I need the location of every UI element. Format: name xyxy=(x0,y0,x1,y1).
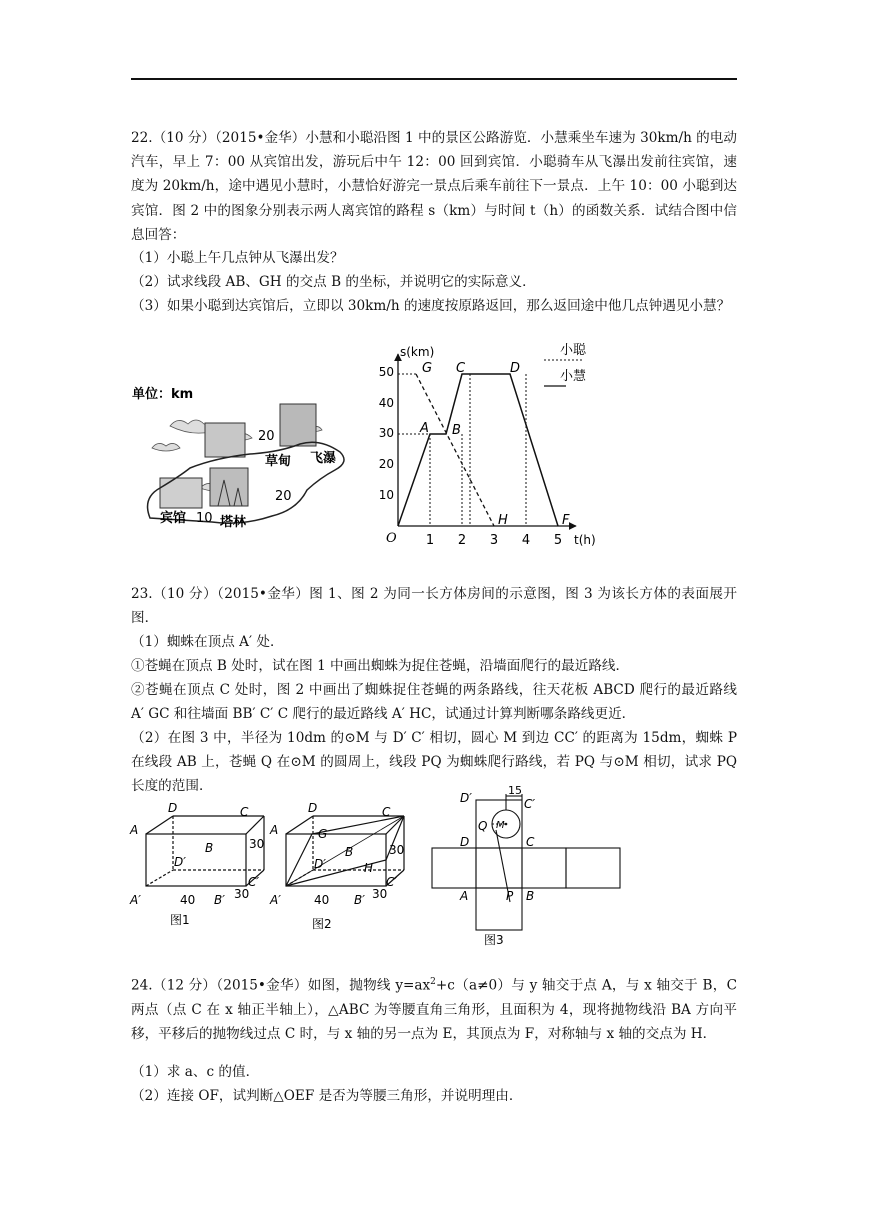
q22-part1: （1）小聪上午几点钟从飞瀑出发？ xyxy=(131,250,344,266)
q23-part1: （1）蜘蛛在顶点 A′ 处． xyxy=(131,634,284,650)
fig3-label-C: C xyxy=(526,835,535,849)
q23-fig3 xyxy=(420,786,625,948)
legend-xiaocong: 小聪 xyxy=(560,343,587,358)
map-distance-meadow-waterfall: 20 xyxy=(258,429,275,444)
fig2-height: 30 xyxy=(389,843,405,857)
q24-part1: （1）求 a、c 的值． xyxy=(131,1064,260,1080)
point-A: A xyxy=(420,421,429,436)
fig2-label-G: G xyxy=(318,827,328,841)
fig1-depth: 30 xyxy=(234,887,250,901)
fig1-label-D1: D′ xyxy=(174,855,186,869)
q23-part1a: ①苍蝇在顶点 B 处时，试在图 1 中画出蜘蛛为捉住苍蝇，沿墙面爬行的最近路线． xyxy=(131,658,630,674)
graph-y-axis-label: s(km) xyxy=(400,345,435,359)
point-B: B xyxy=(452,423,461,438)
fig2-label-A1: A′ xyxy=(270,893,281,907)
fig1-label-A1: A′ xyxy=(130,893,141,907)
q24-part2: （2）连接 OF，试判断△OEF 是否为等腰三角形，并说明理由． xyxy=(131,1088,523,1104)
fig3-label-A: A xyxy=(460,889,469,903)
q24-stem-part-a: 24.（12 分）（2015•金华）如图，抛物线 y=ax xyxy=(131,977,431,994)
point-C: C xyxy=(456,361,466,376)
point-F: F xyxy=(562,513,570,528)
fig1-length: 40 xyxy=(180,893,196,907)
fig3-dist-15: 15 xyxy=(508,786,522,797)
q23-fig1 xyxy=(128,800,278,935)
fig2-depth: 30 xyxy=(372,887,388,901)
map-unit-label: 单位：km xyxy=(132,387,194,402)
fig2-label-A: A xyxy=(270,823,279,837)
fig3-label-Q: Q xyxy=(478,819,488,833)
xiaocong-line xyxy=(416,374,494,526)
graph-origin-label: O xyxy=(386,531,397,546)
q23-stem: 23.（10 分）（2015•金华）图 1、图 2 为同一长方体房间的示意图，图 3 为该长方体的表面展开图． xyxy=(131,586,737,627)
y-tick-40: 40 xyxy=(378,396,394,410)
fig3-label-D: D xyxy=(460,835,470,849)
fig3-label-M: M xyxy=(496,820,505,831)
y-tick-30: 30 xyxy=(378,426,394,440)
fig2-caption: 图2 xyxy=(312,917,332,931)
map-distance-pagoda-meadow: 20 xyxy=(275,489,292,504)
y-tick-20: 20 xyxy=(378,457,394,471)
point-D: D xyxy=(510,361,521,376)
q22-graph-figure xyxy=(376,340,626,552)
fig2-label-H: H xyxy=(364,861,374,875)
map-distance-hotel-pagoda: 10 xyxy=(196,511,213,526)
fig1-label-A: A xyxy=(130,823,139,837)
x-tick-1: 1 xyxy=(425,533,435,548)
fig1-label-D: D xyxy=(168,801,178,815)
meadow-picture xyxy=(205,423,245,457)
graph-x-axis-label: t(h) xyxy=(574,533,596,547)
fig2-label-D1: D′ xyxy=(314,857,326,871)
graph-y-ticks xyxy=(379,365,394,502)
x-tick-2: 2 xyxy=(457,533,467,548)
q23-part1b: ②苍蝇在顶点 C 处时，图 2 中画出了蜘蛛捉住苍蝇的两条路线，往天花板 ABCD 爬行的最近路线 A′ GC 和往墙面 BB′ C′ C 爬行的最近路线 A′ HC，试通过计算判断哪条路线更近． xyxy=(131,682,737,723)
map-label-pagoda: 塔林 xyxy=(220,515,247,530)
x-tick-3: 3 xyxy=(489,533,499,548)
fig1-caption: 图1 xyxy=(170,913,190,927)
map-label-meadow: 草甸 xyxy=(265,454,292,469)
y-tick-10: 10 xyxy=(378,488,394,502)
fig2-label-C1: C′ xyxy=(386,875,398,889)
y-tick-50: 50 xyxy=(378,365,394,379)
fig1-label-C1: C′ xyxy=(248,875,260,889)
fig1-label-B1: B′ xyxy=(214,893,225,907)
header-rule xyxy=(131,78,737,80)
x-tick-4: 4 xyxy=(521,533,531,548)
waterfall-picture xyxy=(280,404,316,446)
xiaohui-line xyxy=(398,374,558,526)
fig2-label-D: D xyxy=(308,801,318,815)
q23-fig2 xyxy=(268,800,418,935)
map-label-waterfall: 飞瀑 xyxy=(310,451,337,466)
point-H: H xyxy=(498,513,508,528)
map-label-hotel: 宾馆 xyxy=(160,511,187,526)
fig3-label-D1: D′ xyxy=(460,791,472,805)
q24-stem-part-b: +c（a≠0）与 y 轴交于点 A，与 x 轴交于 B，C 两点（点 C 在 x 轴正半轴上），△ABC 为等腰直角三角形，且面积为 4，现将抛物线沿 BA 方向平移，平移后的抛物线过点 C 时，与 x 轴的另一点为 E，其顶点为 F，对称轴与 x 轴的交点为 H． xyxy=(131,977,737,1042)
fig3-label-C1: C′ xyxy=(524,797,536,811)
q22-part2: （2）试求线段 AB、GH 的交点 B 的坐标，并说明它的实际意义． xyxy=(131,274,536,290)
fig2-label-B1: B′ xyxy=(354,893,365,907)
q24-stem xyxy=(131,970,737,1046)
point-G: G xyxy=(422,361,433,376)
q23-part2: （2）在图 3 中，半径为 10dm 的⊙M 与 D′ C′ 相切，圆心 M 到边 CC′ 的距离为 15dm，蜘蛛 P 在线段 AB 上，苍蝇 Q 在⊙M 的圆周上，线段 PQ 为蜘蛛爬行路线，若 PQ 与⊙M 相切，试求 PQ 长度的范围． xyxy=(131,730,737,795)
hotel-picture xyxy=(160,478,202,508)
fig3-caption: 图3 xyxy=(484,933,504,947)
fig1-height: 30 xyxy=(249,837,265,851)
graph-x-ticks xyxy=(426,533,562,548)
legend-xiaohui: 小慧 xyxy=(560,369,587,384)
fig2-label-C: C xyxy=(382,805,391,819)
q22-part3: （3）如果小聪到达宾馆后，立即以 30km/h 的速度按原路返回，那么返回途中他几点钟遇见小慧？ xyxy=(131,298,731,314)
fig1-label-B: B xyxy=(205,841,214,855)
fig3-label-B: B xyxy=(526,889,535,903)
fig1-label-C: C xyxy=(240,805,249,819)
x-tick-5: 5 xyxy=(553,533,563,548)
fig2-length: 40 xyxy=(314,893,330,907)
q22-stem: 22.（10 分）（2015•金华）小慧和小聪沿图 1 中的景区公路游览．小慧乘坐车速为 30km/h 的电动汽车，早上 7：00 从宾馆出发，游玩后中午 12：00 回到宾馆．小聪骑车从飞瀑出发前往宾馆，速度为 20km/h，途中遇见小慧时，小慧恰好游完一景点后乘车前往下一景点．上午 10：00 小聪到达宾馆．图 2 中的图象分别表示两人离宾馆的路程 s（km）与时间 t（h）的函数关系．试结合图中信息回答： xyxy=(131,130,737,243)
fig3-label-P: P xyxy=(506,889,514,903)
fig2-label-B: B xyxy=(345,845,354,859)
q24-stem-superscript: 2 xyxy=(430,977,436,987)
q22-map-figure xyxy=(130,378,370,538)
